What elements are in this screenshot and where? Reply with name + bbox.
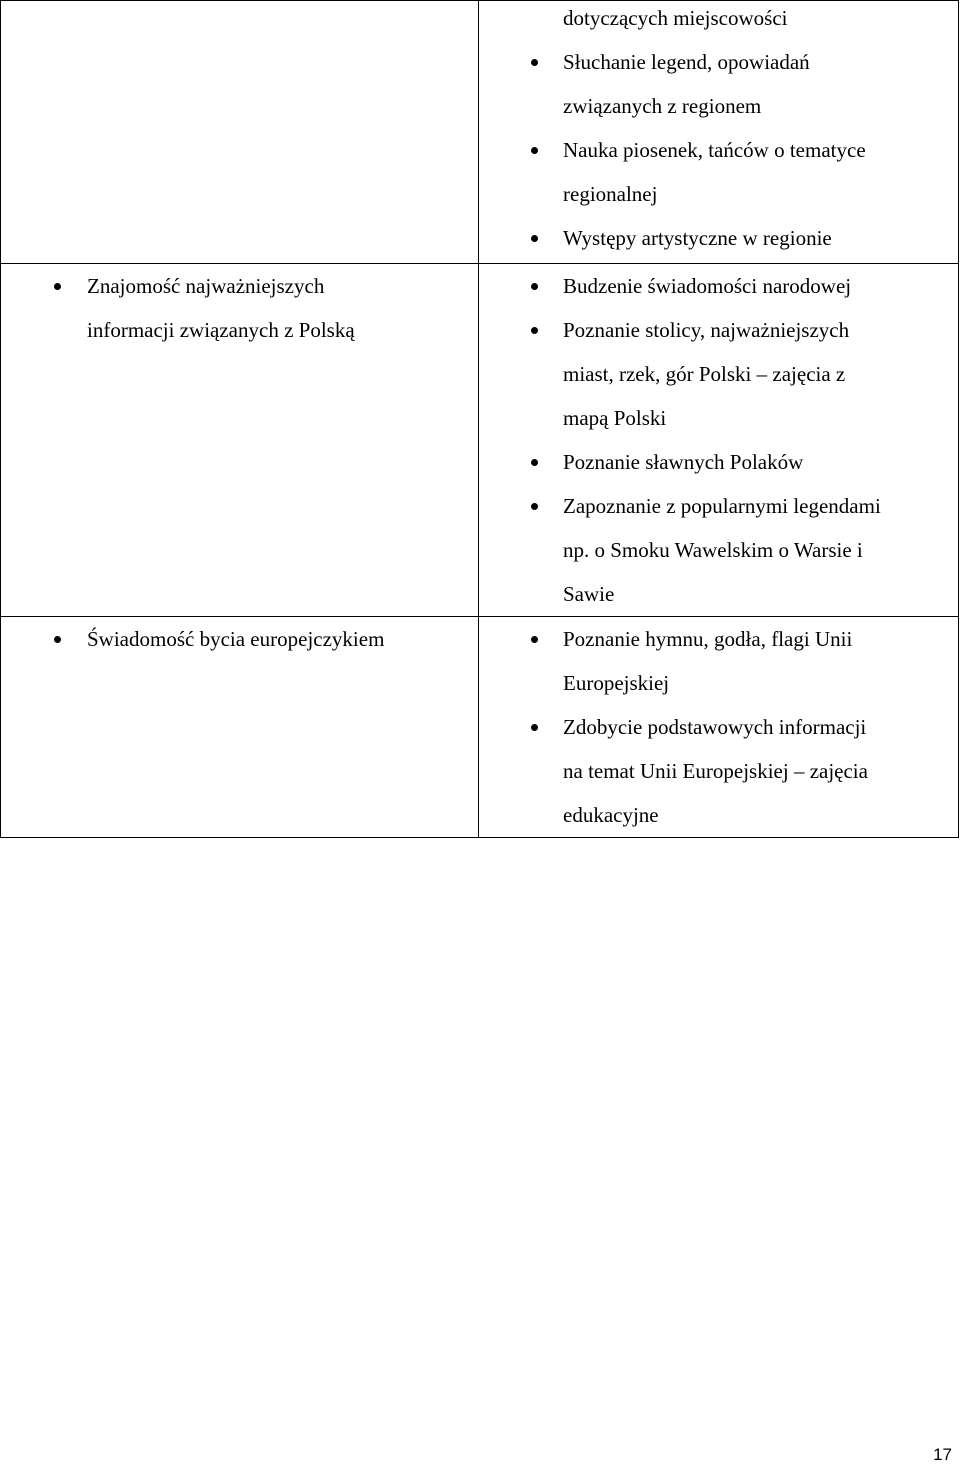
list-item-continuation — [479, 749, 958, 793]
list-item-text: mapą Polski — [563, 406, 667, 430]
bullet-icon — [54, 283, 61, 290]
list-item-text: Znajomość najważniejszych — [87, 274, 325, 298]
list-item-continuation — [479, 793, 958, 837]
list-item-text: na temat Unii Europejskiej – zajęcia — [563, 759, 868, 783]
list-item-continuation — [1, 308, 478, 352]
bullet-icon — [531, 283, 538, 290]
list-item-continuation — [479, 396, 958, 440]
list-item-text: regionalnej — [563, 182, 658, 206]
activities-cell — [479, 1, 959, 264]
list-item — [1, 264, 478, 308]
list-item — [479, 440, 958, 484]
list-item-text: informacji związanych z Polską — [87, 318, 355, 342]
activities-cell — [479, 264, 959, 617]
list-item-continuation — [479, 352, 958, 396]
list-item-text: Poznanie hymnu, godła, flagi Unii — [563, 627, 853, 651]
list-item-text: np. o Smoku Wawelskim o Warsie i — [563, 538, 863, 562]
list-item-text: edukacyjne — [563, 803, 659, 827]
list-item-text: Europejskiej — [563, 671, 670, 695]
list-item-text: Zapoznanie z popularnymi legendami — [563, 494, 881, 518]
bullet-icon — [531, 503, 538, 510]
list-item — [479, 705, 958, 749]
list-item-continuation — [479, 84, 958, 128]
list-item-text: Budzenie świadomości narodowej — [563, 274, 852, 298]
list-item-continuation — [479, 661, 958, 705]
list-item-continuation — [479, 528, 958, 572]
list-item-text: Słuchanie legend, opowiadań — [563, 50, 810, 74]
bullet-icon — [54, 636, 61, 643]
list-item-text: Występy artystyczne w regionie — [563, 226, 832, 250]
list-item — [479, 216, 958, 260]
bullet-icon — [531, 636, 538, 643]
bullet-icon — [531, 724, 538, 731]
bullet-icon — [531, 327, 538, 334]
list-item-text: Poznanie stolicy, najważniejszych — [563, 318, 850, 342]
goal-cell — [1, 264, 479, 617]
list-item — [479, 40, 958, 84]
list-item-text: dotyczących miejscowości — [563, 6, 788, 30]
bullet-icon — [531, 235, 538, 242]
list-item-text: Poznanie sławnych Polaków — [563, 450, 804, 474]
bullet-icon — [531, 147, 538, 154]
list-item-continuation — [479, 572, 958, 616]
table-row — [1, 617, 959, 838]
list-item — [479, 617, 958, 661]
bullet-icon — [531, 459, 538, 466]
list-item-text: Świadomość bycia europejczykiem — [87, 627, 385, 651]
list-item-text: Sawie — [563, 582, 615, 606]
list-item — [1, 617, 478, 661]
table-row — [1, 1, 959, 264]
list-item-text: miast, rzek, gór Polski – zajęcia z — [563, 362, 846, 386]
table-row — [1, 264, 959, 617]
list-item-text: Zdobycie podstawowych informacji — [563, 715, 867, 739]
goal-cell — [1, 1, 479, 264]
list-item — [479, 128, 958, 172]
list-item-text: Nauka piosenek, tańców o tematyce — [563, 138, 866, 162]
page-number: 17 — [933, 1445, 952, 1464]
activities-cell — [479, 617, 959, 838]
bullet-icon — [531, 59, 538, 66]
list-item-text: związanych z regionem — [563, 94, 762, 118]
list-item — [479, 264, 958, 308]
list-item-continuation — [479, 0, 958, 40]
goal-cell — [1, 617, 479, 838]
list-item — [479, 484, 958, 528]
list-item — [479, 308, 958, 352]
list-item-continuation — [479, 172, 958, 216]
